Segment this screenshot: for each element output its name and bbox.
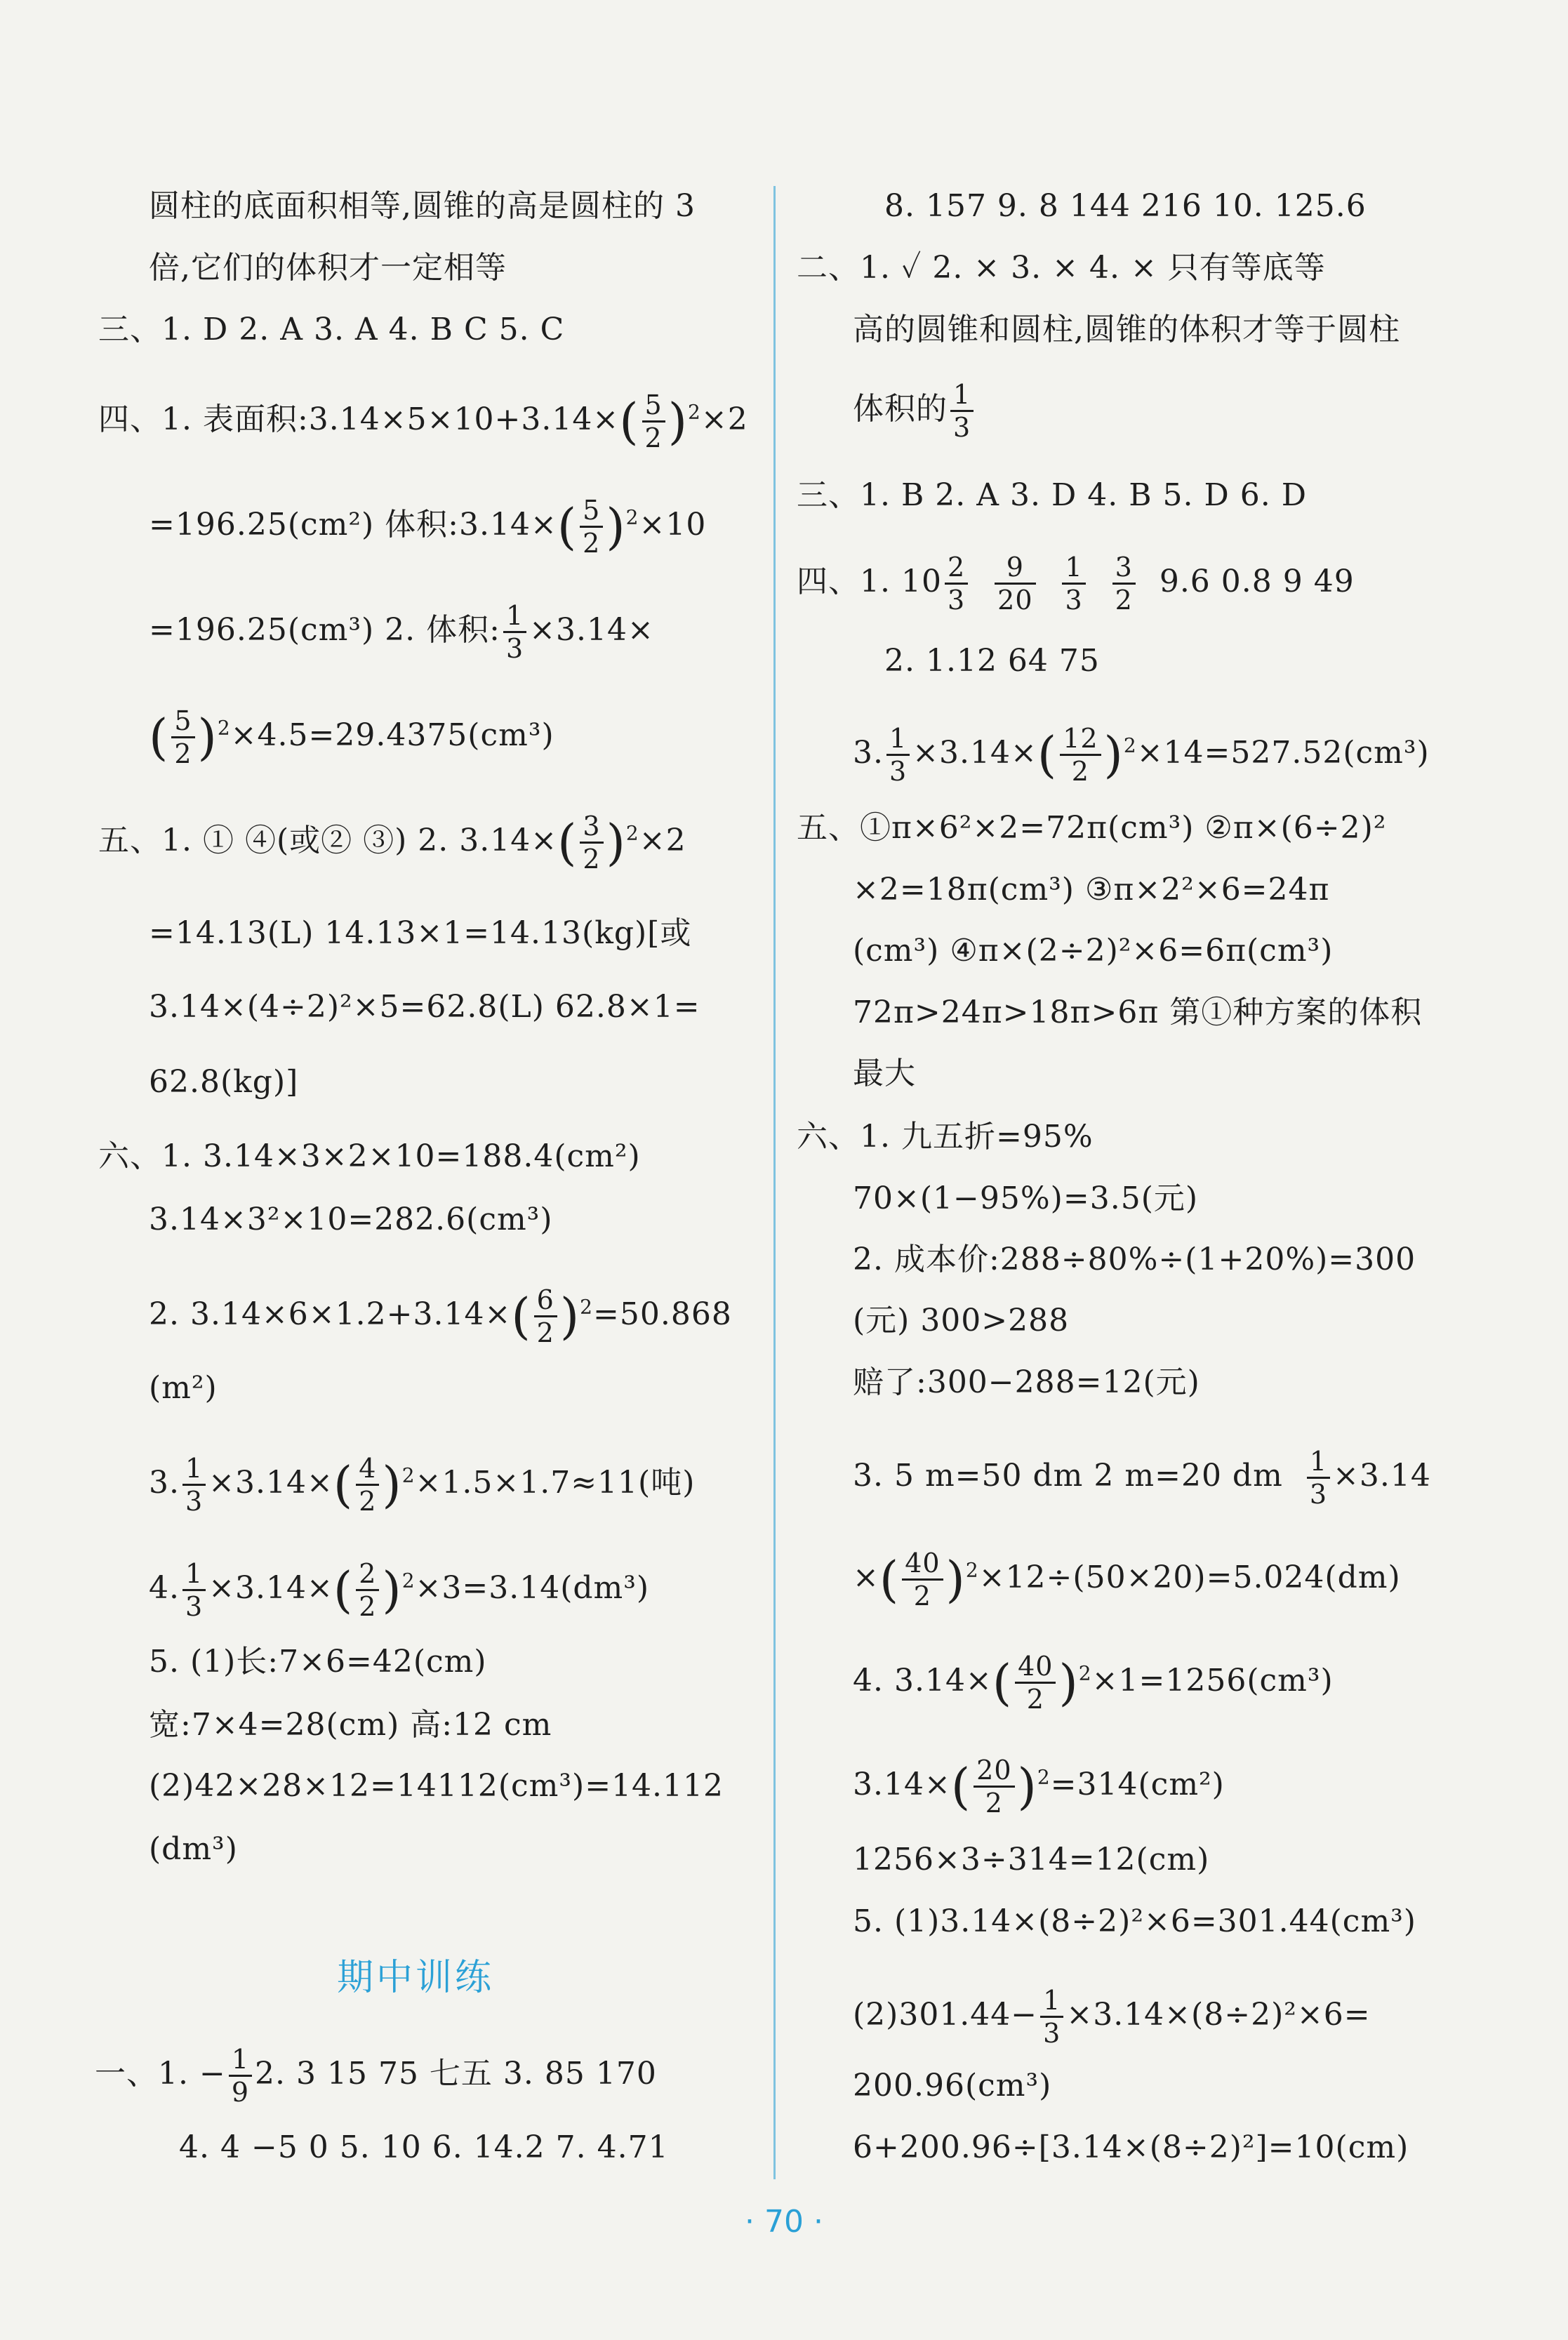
fraction: $\frac{1}{3}$ — [1062, 552, 1085, 616]
answer-row-5-1: 五、1. ① ④(或② ③) 2. 3.14×( $\frac{3}{2}$ )$^2$×2 — [98, 811, 686, 875]
answer-row-4-3: 3. $\frac{1}{3}$ ×3.14×( $\frac{12}{2}$ )$^2$×14=527.52(cm³) — [853, 723, 1430, 787]
text-segment: ×14=527.52(cm³) — [1136, 735, 1430, 771]
fraction: $\frac{1}{3}$ — [950, 379, 974, 443]
text-line: (cm³) ④π×(2÷2)²×6=6π(cm³) — [853, 933, 1334, 969]
text-segment: ×3.14× — [208, 1570, 333, 1606]
text-segment: 2. 3.14×6×1.2+3.14× — [149, 1296, 512, 1332]
text-line: (dm³) — [149, 1831, 238, 1867]
page-number: · 70 · — [745, 2204, 823, 2240]
text-line: ×2=18π(cm³) ③π×2²×6=24π — [853, 872, 1330, 908]
answer-row-2: 二、1. ✓ 2. × 3. × 4. × 只有等底等 — [797, 250, 1326, 286]
text-line: 200.96(cm³) — [853, 2068, 1052, 2103]
text-line: 圆柱的底面积相等,圆锥的高是圆柱的 3 — [149, 188, 696, 224]
text-segment: 一、1. − — [95, 2056, 226, 2092]
text-segment: 四、1. 表面积:3.14×5×10+3.14× — [98, 401, 620, 437]
text-segment: 3. — [149, 1465, 180, 1501]
answer-row-4-2 — [149, 600, 654, 664]
text-line: 赔了:300−288=12(元) — [853, 1364, 1200, 1400]
text-segment: ×3.14× — [912, 735, 1037, 771]
answer-row-4-1: 四、1. 表面积:3.14×5×10+3.14×( $\frac{5}{2}$ )$^2$×2 — [98, 390, 748, 453]
fraction: $\frac{40}{2}$ — [902, 1548, 943, 1611]
fraction: $\frac{4}{2}$ — [356, 1453, 379, 1517]
text-segment: 3. — [853, 735, 884, 771]
text-line: 6+200.96÷[3.14×(8÷2)²]=10(cm) — [853, 2129, 1409, 2165]
fraction: $\frac{6}{2}$ — [534, 1284, 557, 1348]
text-segment: (2)301.44− — [853, 1997, 1038, 2033]
answer-row-6-4: 4. $\frac{1}{3}$ ×3.14×( $\frac{2}{2}$ )$^2$×3=3.14(dm³) — [149, 1558, 650, 1622]
answer-row-4-2: 2. 1.12 64 75 — [884, 643, 1100, 679]
text-segment: ×3=3.14(dm³) — [415, 1570, 650, 1606]
text-segment: × — [853, 1560, 879, 1595]
fraction: $\frac{3}{2}$ — [580, 811, 603, 875]
text-line: 1256×3÷314=12(cm) — [853, 1842, 1210, 1877]
answer-row-8: 8. 157 9. 8 144 216 10. 125.6 — [884, 188, 1367, 224]
text-segment: ×3.14 — [1333, 1458, 1431, 1494]
text-line: 72π>24π>18π>6π 第①种方案的体积 — [853, 995, 1423, 1030]
fraction: $\frac{5}{2}$ — [580, 495, 603, 559]
text-line — [853, 379, 976, 443]
text-line: (m²) — [149, 1370, 218, 1406]
text-line — [853, 1985, 1371, 2049]
fraction: $\frac{1}{3}$ — [1307, 1446, 1330, 1510]
answer-row-5: 五、①π×6²×2=72π(cm³) ②π×(6÷2)² — [797, 810, 1387, 846]
fraction: $\frac{40}{2}$ — [1015, 1651, 1056, 1715]
text-segment: ×3.14×(8÷2)²×6= — [1066, 1997, 1371, 2033]
text-segment: ×2 — [639, 823, 686, 858]
fraction: $\frac{1}{3}$ — [503, 600, 526, 664]
answer-row-midterm-1 — [95, 2044, 657, 2108]
text-segment: =196.25(cm³) 2. 体积: — [149, 612, 500, 648]
text-segment: ×1.5×1.7≈11(吨) — [415, 1465, 696, 1501]
text-segment: ×2 — [700, 401, 748, 437]
text-segment: =50.868 — [592, 1296, 732, 1332]
answer-row-midterm-4: 4. 4 −5 0 5. 10 6. 14.2 7. 4.71 — [179, 2129, 669, 2165]
answer-row-6-4: 4. 3.14×( $\frac{40}{2}$ )$^2$×1=1256(cm³) — [853, 1651, 1334, 1715]
text-line: =14.13(L) 14.13×1=14.13(kg)[或 — [149, 915, 692, 951]
answer-row-6-3: 3. $\frac{1}{3}$ ×3.14×( $\frac{4}{2}$ )$^2$×1.5×1.7≈11(吨) — [149, 1453, 696, 1517]
text-line: 宽:7×4=28(cm) 高:12 cm — [149, 1707, 552, 1743]
fraction: $\frac{5}{2}$ — [171, 705, 194, 769]
text-segment: ×1=1256(cm³) — [1091, 1663, 1334, 1699]
fraction: $\frac{12}{2}$ — [1060, 723, 1101, 787]
text-segment: ×10 — [639, 507, 707, 543]
text-segment: 3. 5 m=50 dm 2 m=20 dm — [853, 1458, 1283, 1494]
answer-row-6-5: 5. (1)3.14×(8÷2)²×6=301.44(cm³) — [853, 1903, 1416, 1939]
fraction: $\frac{2}{3}$ — [945, 552, 968, 616]
fraction: $\frac{1}{3}$ — [182, 1453, 206, 1517]
text-line: (元) 300>288 — [853, 1303, 1070, 1338]
fraction: $\frac{3}{2}$ — [1112, 552, 1136, 616]
text-segment: 四、1. 10 — [797, 564, 942, 599]
text-line: ×( $\frac{40}{2}$ )$^2$×12÷(50×20)=5.024(dm) — [853, 1548, 1401, 1611]
answer-row-6-2: 2. 成本价:288÷80%÷(1+20%)=300 — [853, 1242, 1416, 1277]
text-line: 3.14×(4÷2)²×5=62.8(L) 62.8×1= — [149, 989, 700, 1025]
text-line: 倍,它们的体积才一定相等 — [149, 250, 507, 286]
text-segment: 3.14× — [853, 1767, 951, 1802]
answer-row-6-1: 六、1. 3.14×3×2×10=188.4(cm²) — [98, 1138, 641, 1174]
answer-row-4-1b: =196.25(cm²) 体积:3.14×( $\frac{5}{2}$ )$^2$×10 — [149, 495, 707, 559]
column-divider — [773, 186, 776, 2179]
answer-row-6-1: 六、1. 九五折=95% — [797, 1119, 1094, 1155]
fraction: $\frac{1}{3}$ — [182, 1558, 206, 1622]
fraction: $\frac{1}{3}$ — [1040, 1985, 1063, 2049]
text-line: 高的圆锥和圆柱,圆锥的体积才等于圆柱 — [853, 312, 1400, 347]
text-segment: 4. 3.14× — [853, 1663, 992, 1699]
fraction: $\frac{2}{2}$ — [356, 1558, 379, 1622]
text-segment: =196.25(cm²) 体积:3.14× — [149, 507, 557, 543]
answer-row-6-3 — [853, 1446, 1431, 1510]
section-title: 期中训练 — [337, 1957, 495, 1999]
text-segment: ×4.5=29.4375(cm³) — [230, 717, 554, 753]
text-line: 最大 — [853, 1056, 916, 1091]
text-segment: ×12÷(50×20)=5.024(dm) — [978, 1560, 1401, 1595]
fraction: $\frac{1}{3}$ — [886, 723, 910, 787]
fraction: $\frac{1}{9}$ — [229, 2044, 252, 2108]
text-line: 3.14×3²×10=282.6(cm³) — [149, 1202, 553, 1237]
text-segment: 五、1. ① ④(或② ③) 2. 3.14× — [98, 823, 558, 858]
text-segment: 9.6 0.8 9 49 — [1159, 564, 1355, 599]
fraction: $\frac{9}{20}$ — [995, 552, 1035, 616]
text-line: 70×(1−95%)=3.5(元) — [853, 1181, 1199, 1216]
answer-row-4-2b: ( $\frac{5}{2}$ )$^2$×4.5=29.4375(cm³) — [149, 705, 554, 769]
text-line: (2)42×28×12=14112(cm³)=14.112 — [149, 1768, 724, 1804]
answer-row-3: 三、1. D 2. A 3. A 4. B C 5. C — [98, 312, 565, 347]
answer-row-6-5: 5. (1)长:7×6=42(cm) — [149, 1644, 487, 1680]
text-segment: =314(cm²) — [1050, 1767, 1225, 1802]
fraction: $\frac{5}{2}$ — [642, 390, 665, 453]
text-line: 62.8(kg)] — [149, 1064, 299, 1100]
text-segment: ×3.14× — [208, 1465, 333, 1501]
answer-row-3: 三、1. B 2. A 3. D 4. B 5. D 6. D — [797, 477, 1308, 513]
answer-row-4-1 — [797, 552, 1355, 616]
text-line: 3.14×( $\frac{20}{2}$ )$^2$=314(cm²) — [853, 1755, 1225, 1819]
text-segment: ×3.14× — [529, 612, 654, 648]
text-segment: 2. 3 15 75 七五 3. 85 170 — [255, 2056, 657, 2092]
text-segment: 体积的 — [853, 391, 948, 427]
fraction: $\frac{20}{2}$ — [974, 1755, 1014, 1819]
answer-row-6-2: 2. 3.14×6×1.2+3.14×( $\frac{6}{2}$ )$^2$=50.868 — [149, 1284, 732, 1348]
text-segment: 4. — [149, 1570, 180, 1606]
